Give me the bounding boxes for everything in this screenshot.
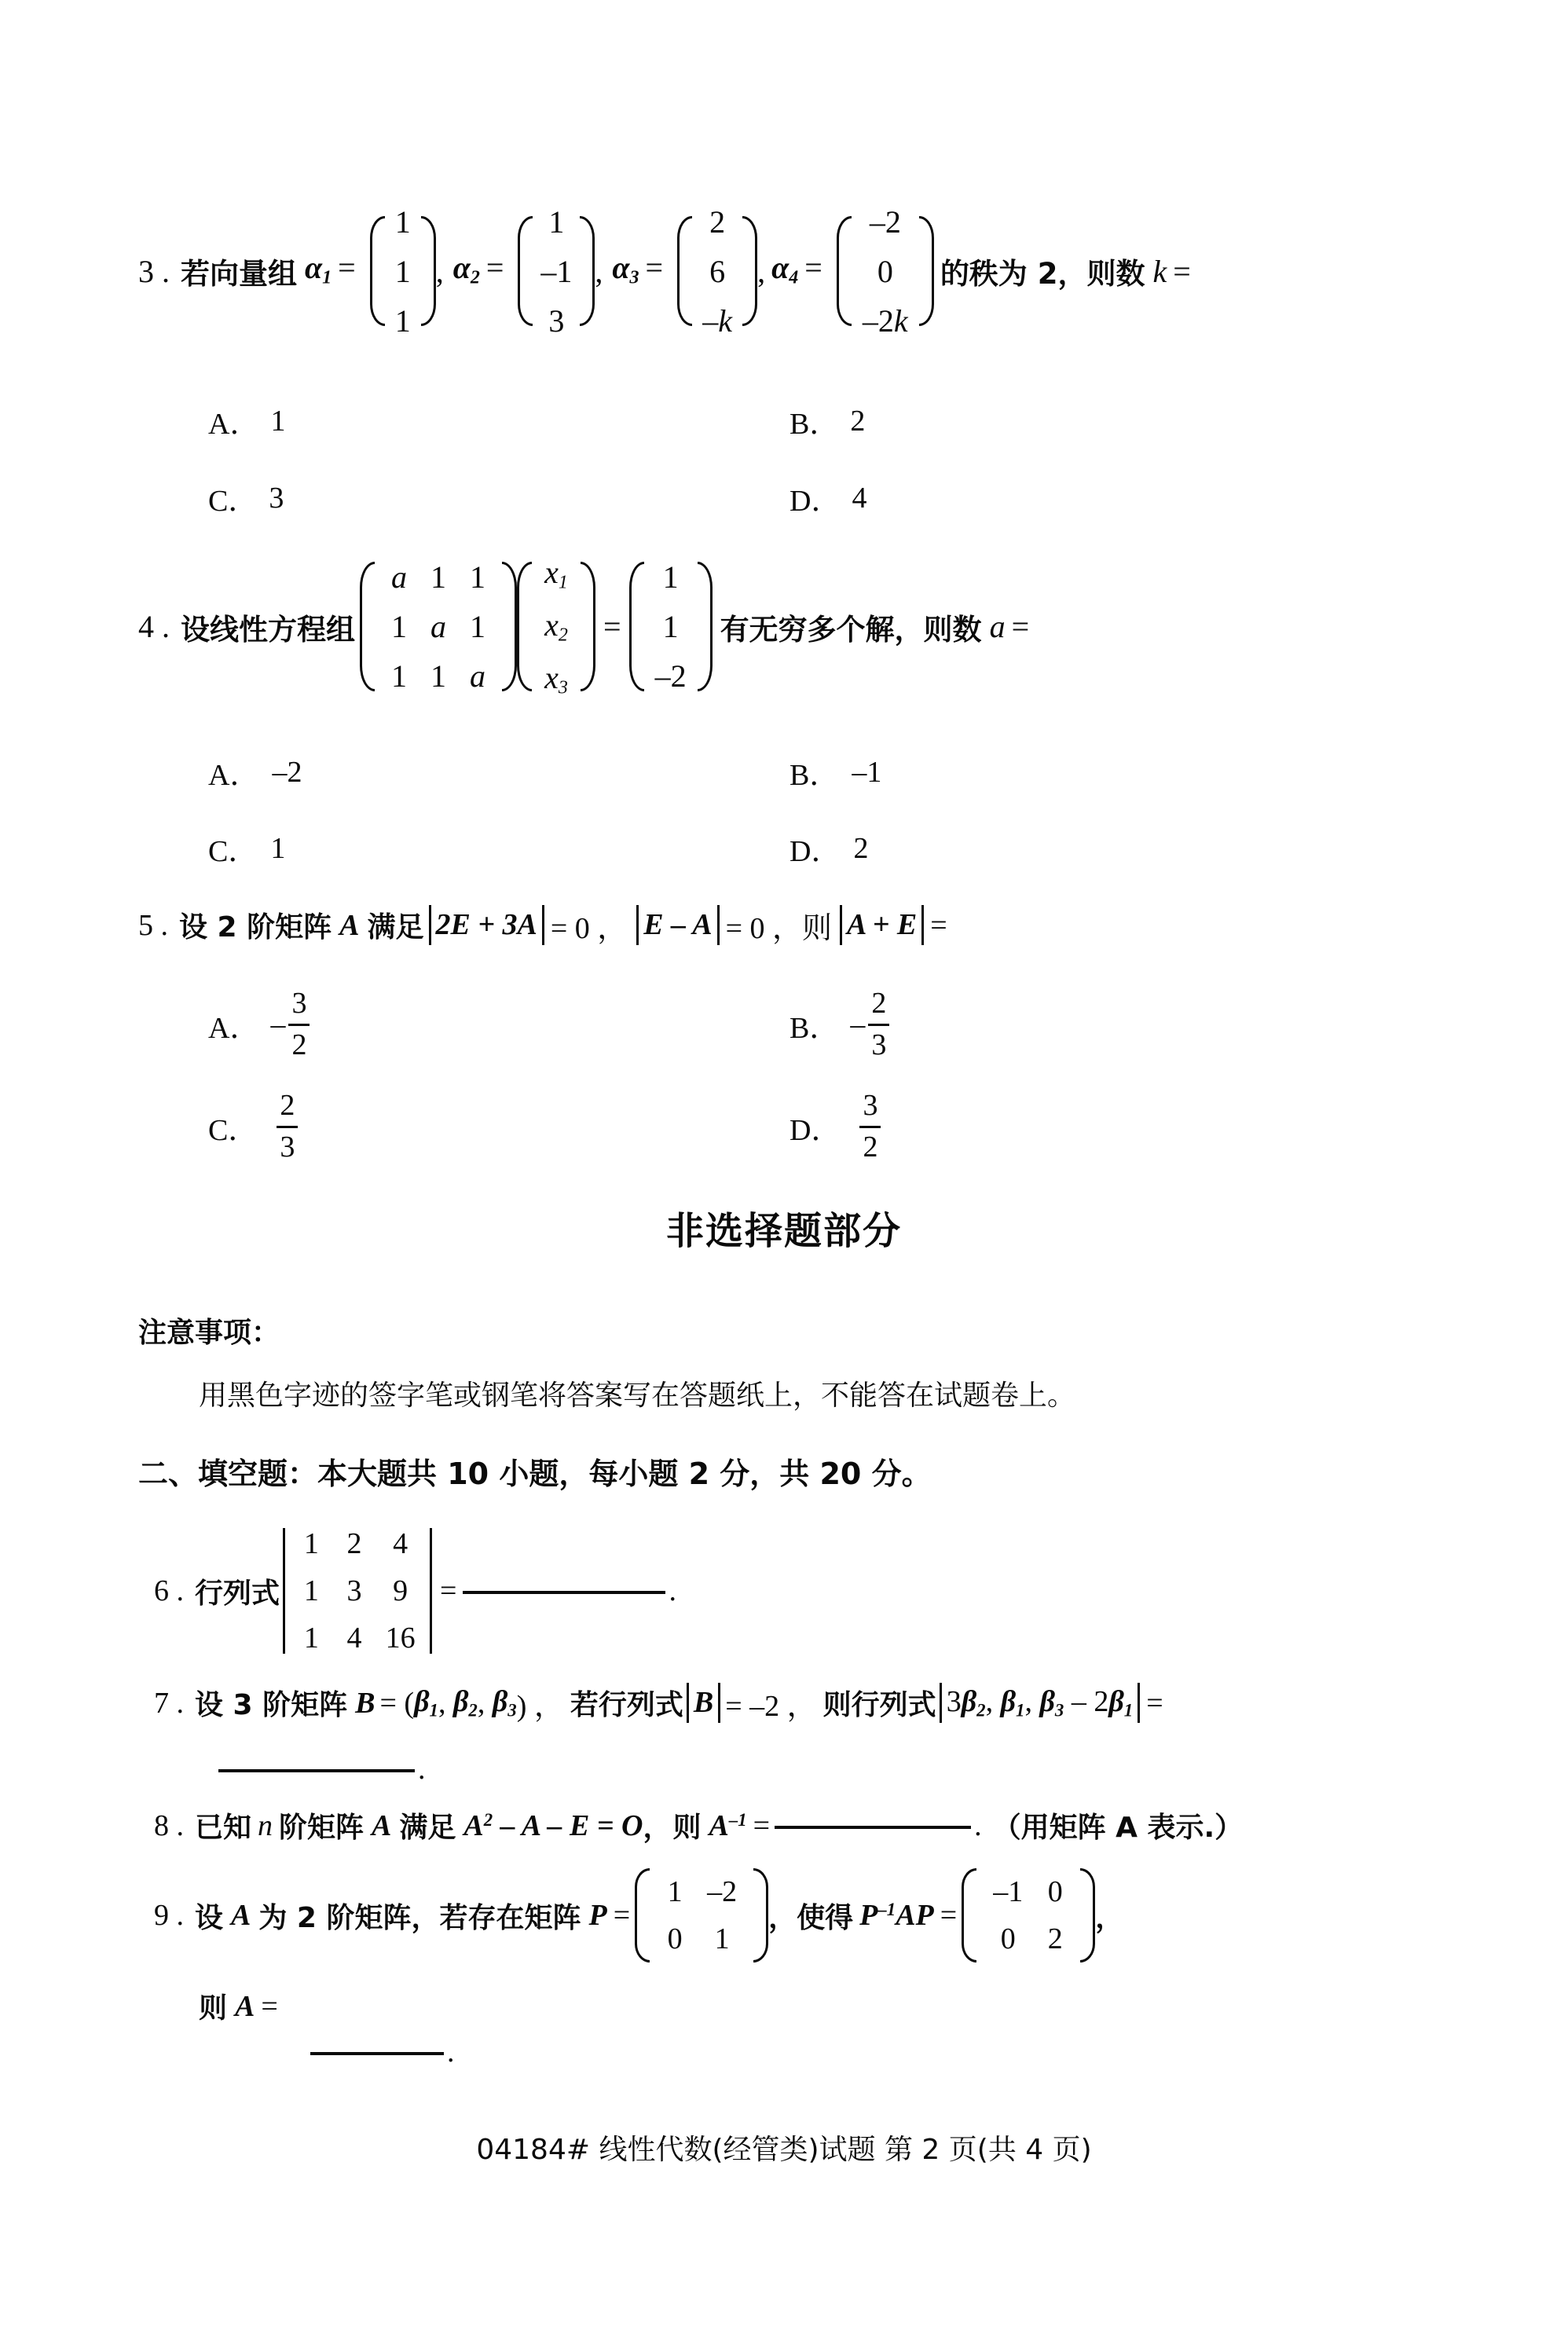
- equals-sign-tail: =: [1011, 609, 1030, 644]
- q5-option-c[interactable]: [208, 1090, 298, 1164]
- option-label: A．: [208, 759, 260, 792]
- denominator: 3: [280, 1130, 295, 1164]
- question-7-blank-line: [218, 1752, 426, 1786]
- rhs-vector: 1 1 –2: [629, 562, 713, 691]
- option-value: 1: [270, 831, 286, 865]
- close-paren: ) ，: [516, 1690, 564, 1723]
- option-value: 3: [269, 481, 284, 515]
- option-sign: –: [270, 1008, 286, 1042]
- option-label: D．: [789, 485, 841, 518]
- q3-option-d[interactable]: [789, 476, 866, 519]
- q3-option-b[interactable]: [789, 399, 865, 442]
- det-B: [687, 1683, 720, 1723]
- option-label: A．: [208, 408, 260, 441]
- answer-blank[interactable]: [463, 1588, 665, 1594]
- period: .: [447, 2036, 455, 2069]
- beta-1: $\beta_1$: [414, 1685, 438, 1721]
- option-value: 2: [850, 404, 866, 438]
- q3-option-c[interactable]: [208, 476, 284, 519]
- matrix-definition: = (: [379, 1686, 415, 1720]
- question-text-2: 为 2 阶矩阵，若存在矩阵: [258, 1901, 581, 1934]
- option-label: B．: [789, 1011, 840, 1045]
- question-text-3: 满足: [399, 1812, 456, 1844]
- notes-body: 用黑色字迹的签字笔或钢笔将答案写在答题纸上，不能答在试题卷上。: [199, 1380, 1076, 1412]
- question-text-1: 设 3 阶矩阵: [195, 1689, 348, 1721]
- question-8: 8 . 已知 n 阶矩阵 A 满足 $A^2 - A - E = O$ ， 则 $A^{-1}$ = . （用矩阵 A 表示.）: [154, 1805, 1243, 1845]
- numerator: 2: [871, 987, 887, 1020]
- beta-2: $\beta_2$: [452, 1685, 478, 1721]
- question-number: 5 .: [138, 908, 168, 942]
- denominator: 3: [871, 1028, 887, 1061]
- det-B-value: = –2 ，: [725, 1690, 817, 1723]
- fraction-bar: [288, 1024, 310, 1026]
- det-eq-3: =: [930, 908, 947, 942]
- denominator: 2: [863, 1130, 878, 1164]
- question-9: [154, 1868, 1123, 1962]
- numerator: 3: [863, 1089, 878, 1122]
- question-3: 3 . 若向量组 $\alpha_1$ = 1 1 1 , $\alpha_2$ = 1 –1 3 , $\alpha_3$ = 2 6 –k , $\alpha_4$ = –2 0 –2k 的秩为 2，则数 k =: [138, 203, 1191, 339]
- equals-sign: =: [1146, 1686, 1163, 1720]
- option-value: 4: [852, 481, 867, 515]
- period: .: [418, 1753, 426, 1786]
- option-value: 1: [270, 404, 286, 438]
- det-expression-2: [636, 905, 719, 945]
- question-number: 7 .: [154, 1686, 184, 1720]
- question-number: 8 .: [154, 1808, 184, 1842]
- page-footer: 04184# 线性代数(经管类)试题 第 2 页(共 4 页): [476, 2134, 1092, 2166]
- matrix-A: A: [231, 1899, 251, 1932]
- question-stem-suffix: 有无穷多个解，则数: [720, 612, 982, 647]
- vector-alpha3: $\alpha_3$ = 2 6 –k: [612, 216, 757, 326]
- question-stem-prefix: 若向量组: [181, 257, 297, 291]
- answer-blank[interactable]: [310, 2049, 444, 2055]
- fraction: [859, 1090, 881, 1164]
- q4-option-c[interactable]: [208, 826, 285, 870]
- question-stem-prefix: 设线性方程组: [181, 612, 355, 647]
- question-text-4: 则: [672, 1812, 702, 1844]
- det-content: E – A: [643, 908, 713, 942]
- question-5: [138, 903, 947, 947]
- q5-option-a[interactable]: [208, 988, 310, 1061]
- question-text-3: ，使得: [768, 1901, 854, 1934]
- numerator: 2: [280, 1089, 295, 1122]
- det-eq-1: = 0 ，: [550, 912, 628, 945]
- determinant-matrix: 1 2 4 1 3 9 1 4 16: [283, 1528, 432, 1654]
- question-variable: a: [989, 609, 1006, 644]
- option-label: C．: [208, 485, 258, 518]
- tail-text: 则: [199, 1992, 228, 2025]
- det-content: $3\beta_2$, $\beta_1$, $\beta_3 - 2\beta_1$: [946, 1685, 1134, 1721]
- fraction: [868, 988, 889, 1061]
- question-stem-suffix: 的秩为 2，则数: [940, 257, 1145, 291]
- question-text-1: 设 2 阶矩阵: [179, 911, 332, 944]
- matrix-P: P: [588, 1899, 607, 1932]
- option-sign: –: [850, 1008, 866, 1042]
- option-label: C．: [208, 1113, 258, 1147]
- section-two-heading: 二、填空题：本大题共 10 小题，每小题 2 分，共 20 分。: [138, 1457, 932, 1491]
- q4-option-d[interactable]: [789, 826, 868, 870]
- matrix-A: A: [235, 1989, 255, 2023]
- q4-option-a[interactable]: [208, 750, 302, 793]
- equals-sign: =: [1173, 253, 1191, 289]
- target-inverse: $A^{-1}$: [709, 1808, 747, 1842]
- period: .: [669, 1574, 676, 1607]
- question-text-2: 若行列式: [570, 1689, 683, 1721]
- expression-PAP: $P^{-1}AP$: [859, 1899, 934, 1932]
- unknown-vector: $x_1$ $x_2$ $x_3$: [517, 562, 595, 691]
- option-label: B．: [789, 408, 840, 441]
- question-7: 7 . 设 3 阶矩阵 B = ( $\beta_1$ , $\beta_2$ , $\beta_3$ ) ， 若行列式 B = –2 ， 则行列式 $3\beta_2$, $\beta_1$, $\beta_3 - 2\beta_1$ =: [154, 1681, 1163, 1724]
- option-label: D．: [789, 1113, 841, 1147]
- option-label: B．: [789, 759, 840, 792]
- matrix-B: B: [355, 1686, 376, 1720]
- vector-alpha2: $\alpha_2$ = 1 –1 3: [453, 216, 595, 326]
- option-value: 2: [853, 831, 869, 865]
- notes-title: 注意事项：: [138, 1317, 280, 1349]
- option-label: D．: [789, 835, 841, 868]
- q5-option-d[interactable]: [789, 1090, 881, 1164]
- beta-3: $\beta_3$: [492, 1685, 517, 1721]
- option-value: –1: [852, 755, 882, 789]
- matrix-equation: $A^2 - A - E = O$: [463, 1808, 643, 1842]
- fraction: [277, 1090, 298, 1164]
- fraction-bar: [859, 1126, 881, 1128]
- diagonal-matrix: –1 0 0 2: [962, 1868, 1095, 1962]
- option-label: C．: [208, 835, 258, 868]
- question-9-tail: [199, 1986, 278, 2026]
- det-content: 2E + 3A: [435, 908, 537, 942]
- det-expression: [940, 1683, 1141, 1723]
- question-6: [154, 1528, 676, 1654]
- question-text-1: 设: [195, 1901, 224, 1934]
- det-content: B: [693, 1686, 714, 1720]
- denominator: 2: [291, 1028, 307, 1061]
- equals-sign-1: =: [613, 1899, 631, 1932]
- section-heading: 非选择题部分: [665, 1209, 902, 1253]
- fraction: [288, 988, 310, 1061]
- matrix-A: A: [372, 1808, 392, 1842]
- matrix-A: A: [339, 908, 360, 942]
- matrix-order: n: [258, 1808, 273, 1842]
- question-text-2: 阶矩阵: [279, 1812, 365, 1844]
- question-text-2: 满足: [367, 911, 424, 944]
- numerator: 3: [291, 987, 307, 1020]
- question-number: 6 .: [154, 1574, 184, 1607]
- comma: ，: [1095, 1901, 1124, 1934]
- det-eq-2: = 0 ，则: [725, 912, 833, 945]
- answer-blank[interactable]: [218, 1766, 415, 1772]
- equals-sign: =: [753, 1808, 771, 1842]
- question-text-3: 则行列式: [822, 1689, 936, 1721]
- option-value: –2: [272, 755, 302, 789]
- q5-option-b[interactable]: [789, 988, 889, 1061]
- period: .: [974, 1808, 982, 1842]
- equals-sign: =: [261, 1989, 278, 2023]
- question-number: 4 .: [138, 609, 170, 644]
- P-matrix: 1 –2 0 1: [635, 1868, 768, 1962]
- vector-alpha1: $\alpha_1$ = 1 1 1: [305, 216, 436, 326]
- question-number: 9 .: [154, 1899, 184, 1932]
- equals-sign-2: =: [940, 1899, 958, 1932]
- det-content: A + E: [847, 908, 918, 942]
- equals-sign: =: [440, 1574, 457, 1607]
- fraction-bar: [277, 1126, 298, 1128]
- option-label: A．: [208, 1011, 260, 1045]
- question-9-blank-line: [310, 2035, 455, 2069]
- fraction-bar: [868, 1024, 889, 1026]
- question-variable: k: [1152, 253, 1167, 289]
- question-number: 3 .: [138, 253, 170, 289]
- question-label: 行列式: [195, 1577, 280, 1610]
- q3-option-a[interactable]: [208, 399, 285, 442]
- vector-alpha4: $\alpha_4$ = –2 0 –2k: [771, 216, 934, 326]
- coefficient-matrix: a 1 1 1 a 1 1 1 a: [360, 562, 517, 691]
- answer-blank[interactable]: [775, 1823, 971, 1829]
- question-text-1: 已知: [195, 1812, 252, 1844]
- question-4: [138, 555, 1030, 698]
- question-hint: （用矩阵 A 表示.）: [992, 1812, 1244, 1844]
- det-expression-1: [429, 905, 544, 945]
- det-expression-3: [840, 905, 924, 945]
- equals-sign: =: [603, 609, 621, 644]
- q4-option-b[interactable]: [789, 750, 881, 793]
